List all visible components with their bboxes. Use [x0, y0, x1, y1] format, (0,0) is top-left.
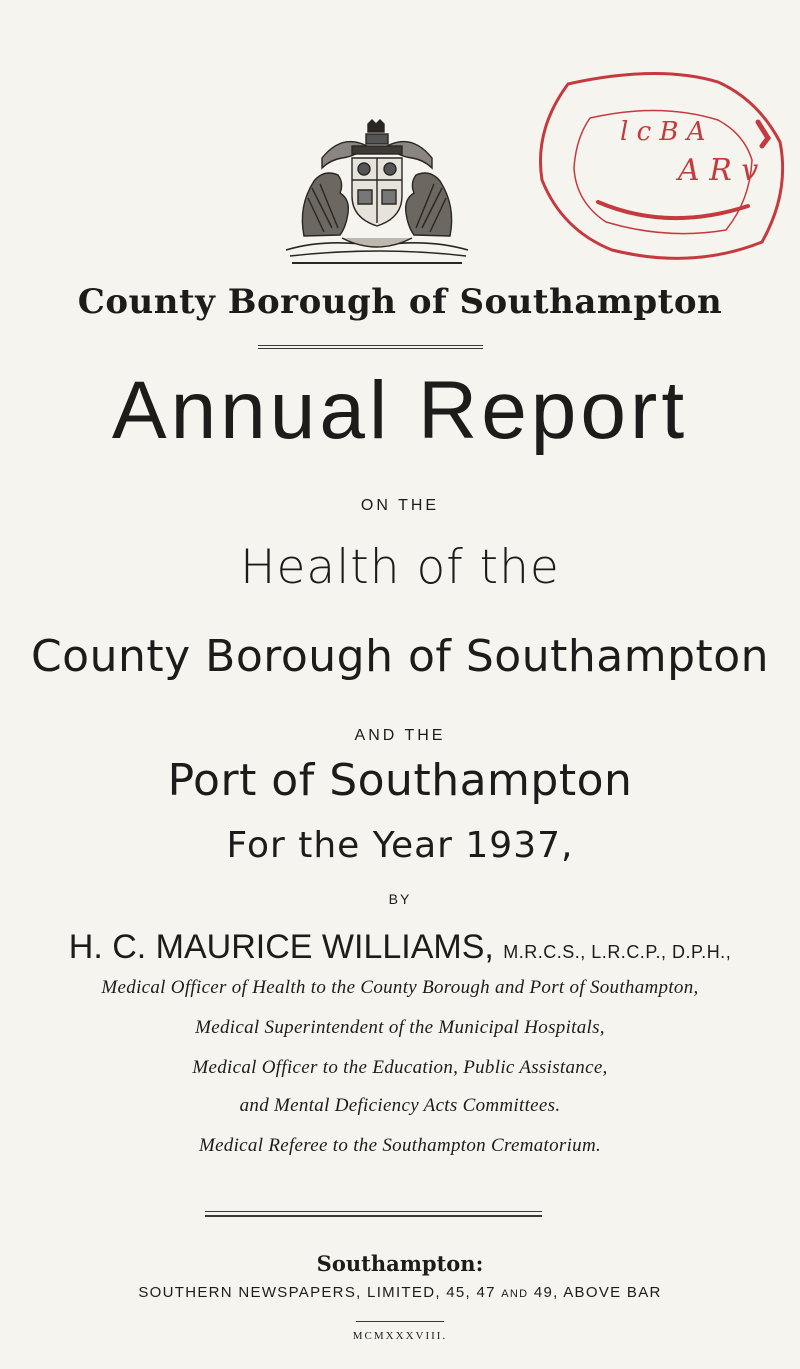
subtitle-and-the: AND THE: [354, 727, 446, 744]
subtitle-on-the: ON THE: [360, 497, 440, 514]
author-role: Medical Superintendent of the Municipal Hospitals,: [195, 1017, 605, 1038]
author-role: Medical Officer of Health to the County Borough and Port of Southampton,: [101, 977, 699, 998]
report-title: Annual Report: [111, 365, 689, 456]
divider-rule: [205, 1211, 542, 1212]
imprint-city: Southampton:: [316, 1251, 484, 1276]
author-name: H. C. MAURICE WILLIAMS,: [68, 928, 494, 966]
publisher-name: SOUTHERN NEWSPAPERS, LIMITED, 45, 47: [138, 1284, 496, 1301]
borough-title: County Borough of Southampton: [77, 282, 723, 322]
by-line: BY: [388, 891, 412, 907]
subtitle-port: Port of Southampton: [167, 755, 633, 806]
subtitle-county: County Borough of Southampton: [30, 631, 770, 682]
library-stamp-icon: [528, 62, 790, 262]
author-qualifications: M.R.C.S., L.R.C.P., D.P.H.,: [503, 942, 732, 962]
author-role: Medical Referee to the Southampton Crematorium.: [198, 1135, 602, 1156]
svg-text:l c B A: l c B A: [620, 117, 706, 147]
divider-rule: [258, 348, 483, 349]
divider-rule: [356, 1321, 444, 1322]
divider-rule: [258, 345, 483, 346]
report-year: For the Year 1937,: [226, 825, 574, 866]
coat-of-arms-icon: [282, 118, 472, 268]
divider-rule: [205, 1215, 542, 1217]
publisher-address: 49, ABOVE BAR: [533, 1284, 662, 1301]
publication-year: MCMXXXVIII.: [352, 1330, 448, 1342]
author-role: Medical Officer to the Education, Public Assistance,: [192, 1057, 608, 1078]
publisher-and: AND: [501, 1288, 529, 1300]
subtitle-health: Health of the: [240, 540, 560, 595]
author-line: [0, 928, 800, 967]
imprint-publisher: [0, 1284, 800, 1301]
svg-text:A R v: A R v: [678, 153, 759, 188]
author-role: and Mental Deficiency Acts Committees.: [239, 1095, 561, 1116]
